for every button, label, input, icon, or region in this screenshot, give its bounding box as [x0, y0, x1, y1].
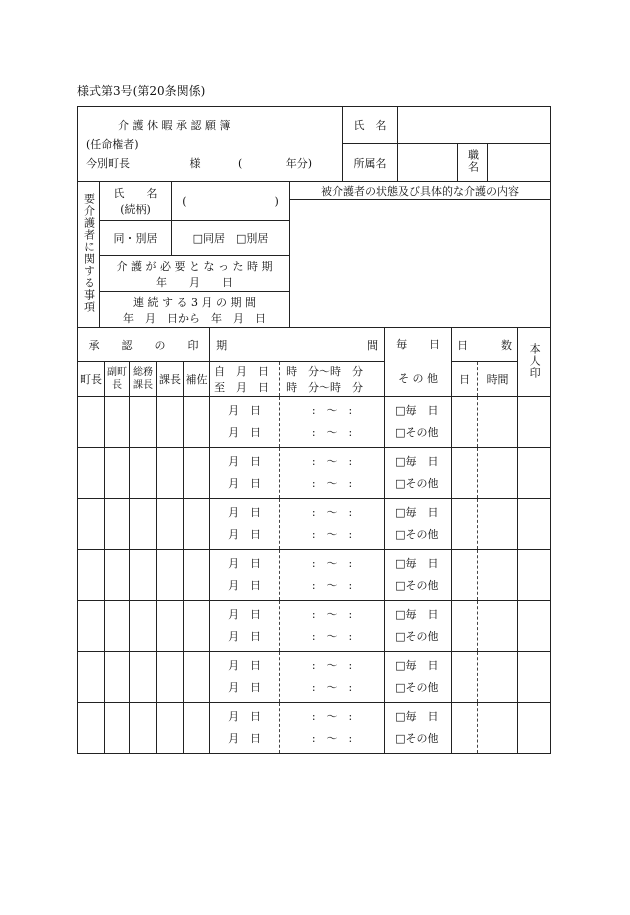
stamp-cell-general-affairs-chief[interactable]: [130, 448, 157, 499]
residence-options: □同居 □別居: [192, 232, 269, 245]
stamp-cell-general-affairs-chief[interactable]: [130, 601, 157, 652]
row-to-date: 月 日: [228, 528, 262, 541]
row-time-cell[interactable]: [280, 703, 385, 754]
stamp-cell-assistant[interactable]: [184, 499, 210, 550]
table-row: [78, 397, 551, 448]
row-other-checkbox[interactable]: □その他: [395, 732, 439, 745]
care-period-date: 年 月 日から 年 月 日: [123, 311, 266, 325]
row-from-date: 月 日: [228, 557, 262, 570]
recipient-relation-paren: ( ): [182, 195, 279, 208]
stamp-cell-mayor[interactable]: [78, 652, 105, 703]
care-need-time-date: 年 月 日: [156, 275, 233, 289]
day-column-header: [452, 362, 478, 397]
row-to-time: : 〜 :: [311, 426, 353, 439]
row-time-cell[interactable]: [280, 601, 385, 652]
row-to-date: 月 日: [228, 681, 262, 694]
recipient-name-label-cell: [100, 182, 172, 221]
table-row: [78, 601, 551, 652]
stamp-cell-vice-mayor[interactable]: [105, 499, 130, 550]
stamp-cell-general-affairs-chief[interactable]: [130, 703, 157, 754]
row-days-field[interactable]: [452, 448, 478, 499]
row-everyday-checkbox[interactable]: □毎 日: [395, 455, 439, 468]
table-row: [78, 652, 551, 703]
period-header: [210, 328, 385, 362]
care-side-label-cell: [78, 182, 100, 328]
care-period-cell[interactable]: [100, 292, 290, 328]
row-to-date: 月 日: [228, 426, 262, 439]
recipient-relation-label: (続柄): [120, 203, 151, 216]
approval-stamp-header: [78, 328, 210, 362]
stamper-general-affairs-chief: [130, 362, 157, 397]
stamp-cell-mayor[interactable]: [78, 397, 105, 448]
row-time-cell[interactable]: [280, 652, 385, 703]
row-to-time: : 〜 :: [311, 630, 353, 643]
approval-table: [77, 327, 551, 754]
other-label: そ の 他: [398, 372, 439, 385]
everyday-label: 毎 日: [396, 338, 441, 351]
stamp-cell-mayor[interactable]: [78, 703, 105, 754]
row-everyday-checkbox[interactable]: □毎 日: [395, 608, 439, 621]
row-date-cell[interactable]: [210, 499, 280, 550]
stamp-cell-mayor[interactable]: [78, 499, 105, 550]
condition-label-cell: [290, 182, 551, 200]
request-title-cell: [78, 107, 343, 182]
row-other-checkbox[interactable]: □その他: [395, 528, 439, 541]
row-days-field[interactable]: [452, 397, 478, 448]
stamper-assistant-label: 補佐: [185, 373, 208, 386]
row-date-cell[interactable]: [210, 652, 280, 703]
row-hours-field[interactable]: [478, 703, 518, 754]
days-count-header: [452, 328, 518, 362]
name-label-cell: [343, 107, 398, 144]
row-from-date: 月 日: [228, 455, 262, 468]
stamp-cell-section-chief[interactable]: [157, 652, 184, 703]
care-recipient-table: [77, 181, 551, 328]
row-everyday-checkbox[interactable]: □毎 日: [395, 710, 439, 723]
post-value-field[interactable]: [488, 144, 551, 182]
row-time-cell[interactable]: [280, 499, 385, 550]
from-time-label: 時 分〜時 分: [286, 365, 364, 378]
day-column-label: 日: [459, 373, 471, 386]
stamp-cell-section-chief[interactable]: [157, 397, 184, 448]
row-self-stamp-field[interactable]: [518, 703, 551, 754]
stamp-cell-general-affairs-chief[interactable]: [130, 397, 157, 448]
row-time-cell[interactable]: [280, 550, 385, 601]
stamp-cell-vice-mayor[interactable]: [105, 397, 130, 448]
row-everyday-checkbox[interactable]: □毎 日: [395, 659, 439, 672]
row-days-field[interactable]: [452, 703, 478, 754]
stamp-cell-vice-mayor[interactable]: [105, 601, 130, 652]
row-self-stamp-field[interactable]: [518, 652, 551, 703]
stamper-mayor: [78, 362, 105, 397]
table-row: [78, 499, 551, 550]
row-frequency-cell[interactable]: [385, 397, 452, 448]
row-hours-field[interactable]: [478, 601, 518, 652]
recipient-name-field[interactable]: [172, 182, 290, 221]
recipient-name-label: 氏 名: [113, 187, 158, 200]
period-end-label: 間: [367, 338, 379, 352]
care-period-label: 連 続 す る 3 月 の 期 間: [133, 295, 256, 309]
row-everyday-checkbox[interactable]: □毎 日: [395, 404, 439, 417]
row-to-time: : 〜 :: [311, 732, 353, 745]
row-frequency-cell[interactable]: [385, 448, 452, 499]
stamper-vice-mayor: [105, 362, 130, 397]
stamp-cell-assistant[interactable]: [184, 703, 210, 754]
stamper-section-chief-label: 課長: [159, 373, 181, 386]
stamp-cell-general-affairs-chief[interactable]: [130, 550, 157, 601]
sama-label: 様: [189, 156, 201, 170]
row-from-time: : 〜 :: [311, 557, 353, 570]
year-paren-open: (: [238, 156, 243, 170]
row-from-date: 月 日: [228, 710, 262, 723]
dept-label-cell: [343, 144, 398, 182]
row-from-time: : 〜 :: [311, 608, 353, 621]
row-days-field[interactable]: [452, 601, 478, 652]
row-hours-field[interactable]: [478, 448, 518, 499]
stamp-cell-section-chief[interactable]: [157, 550, 184, 601]
row-other-checkbox[interactable]: □その他: [395, 630, 439, 643]
row-to-date: 月 日: [228, 732, 262, 745]
row-to-time: : 〜 :: [311, 477, 353, 490]
period-label: 期: [216, 338, 228, 352]
residence-options-field[interactable]: [172, 221, 290, 256]
stamp-cell-section-chief[interactable]: [157, 448, 184, 499]
date-range-header: [210, 362, 280, 397]
stamp-cell-vice-mayor[interactable]: [105, 550, 130, 601]
everyday-header: [385, 328, 452, 397]
self-stamp-header: [518, 328, 551, 397]
mayor-label: 今別町長: [86, 156, 130, 170]
row-from-time: : 〜 :: [311, 710, 353, 723]
dept-value-field[interactable]: [398, 144, 458, 182]
stamper-mayor-label: 町長: [80, 373, 102, 386]
care-need-time-label: 介 護 が 必 要 と な っ た 時 期: [116, 259, 273, 273]
form-number-label: 様式第3号(第20条関係): [77, 84, 206, 98]
row-frequency-cell[interactable]: [385, 703, 452, 754]
care-need-time-cell[interactable]: [100, 256, 290, 292]
hours-column-header: [478, 362, 518, 397]
row-days-field[interactable]: [452, 550, 478, 601]
residence-label: 同・別居: [113, 232, 158, 245]
row-from-time: : 〜 :: [311, 455, 353, 468]
row-to-time: : 〜 :: [311, 528, 353, 541]
row-to-time: : 〜 :: [311, 681, 353, 694]
row-from-date: 月 日: [228, 506, 262, 519]
row-from-date: 月 日: [228, 404, 262, 417]
row-from-date: 月 日: [228, 608, 262, 621]
stamp-cell-mayor[interactable]: [78, 601, 105, 652]
row-other-checkbox[interactable]: □その他: [395, 477, 439, 490]
row-self-stamp-field[interactable]: [518, 550, 551, 601]
row-other-checkbox[interactable]: □その他: [395, 681, 439, 694]
row-date-cell[interactable]: [210, 550, 280, 601]
row-date-cell[interactable]: [210, 397, 280, 448]
name-value-field[interactable]: [398, 107, 551, 144]
row-time-cell[interactable]: [280, 448, 385, 499]
table-row: [78, 448, 551, 499]
year-part-label: 年分): [285, 156, 313, 170]
name-label: 氏 名: [353, 119, 387, 132]
days-count-label: 日 数: [457, 338, 513, 352]
stamp-cell-section-chief[interactable]: [157, 499, 184, 550]
row-self-stamp-field[interactable]: [518, 499, 551, 550]
row-time-cell[interactable]: [280, 397, 385, 448]
row-from-date: 月 日: [228, 659, 262, 672]
row-hours-field[interactable]: [478, 397, 518, 448]
post-label: 職名: [466, 149, 480, 173]
stamper-general-affairs-label: 総務課長: [133, 367, 153, 391]
row-from-time: : 〜 :: [311, 506, 353, 519]
stamp-cell-section-chief[interactable]: [157, 601, 184, 652]
row-date-cell[interactable]: [210, 601, 280, 652]
stamper-assistant: [184, 362, 210, 397]
row-frequency-cell[interactable]: [385, 550, 452, 601]
stamper-section-chief: [157, 362, 184, 397]
condition-content-field[interactable]: [290, 200, 551, 328]
from-date-label: 自 月 日: [214, 365, 270, 378]
row-other-checkbox[interactable]: □その他: [395, 426, 439, 439]
approval-stamp-label: 承 認 の 印: [88, 338, 199, 352]
row-date-cell[interactable]: [210, 703, 280, 754]
row-from-time: : 〜 :: [311, 404, 353, 417]
stamp-cell-general-affairs-chief[interactable]: [130, 499, 157, 550]
form-title: 介 護 休 暇 承 認 願 簿: [118, 118, 231, 132]
stamp-cell-general-affairs-chief[interactable]: [130, 652, 157, 703]
appointer-label: (任命権者): [86, 137, 139, 151]
row-days-field[interactable]: [452, 499, 478, 550]
dept-label: 所属名: [353, 156, 387, 170]
stamp-cell-assistant[interactable]: [184, 448, 210, 499]
row-hours-field[interactable]: [478, 652, 518, 703]
row-from-time: : 〜 :: [311, 659, 353, 672]
stamp-cell-vice-mayor[interactable]: [105, 703, 130, 754]
row-self-stamp-field[interactable]: [518, 397, 551, 448]
row-date-cell[interactable]: [210, 448, 280, 499]
row-to-date: 月 日: [228, 477, 262, 490]
condition-label: 被介護者の状態及び具体的な介護の内容: [321, 184, 519, 198]
row-hours-field[interactable]: [478, 499, 518, 550]
row-frequency-cell[interactable]: [385, 652, 452, 703]
row-to-time: : 〜 :: [311, 579, 353, 592]
time-range-header: [280, 362, 385, 397]
row-to-date: 月 日: [228, 630, 262, 643]
header-table: [77, 106, 551, 182]
stamp-cell-mayor[interactable]: [78, 550, 105, 601]
row-hours-field[interactable]: [478, 550, 518, 601]
row-other-checkbox[interactable]: □その他: [395, 579, 439, 592]
post-label-cell: [458, 144, 488, 182]
row-everyday-checkbox[interactable]: □毎 日: [395, 557, 439, 570]
table-row: [78, 703, 551, 754]
care-side-label: 要介護者に関する事項: [82, 193, 96, 313]
stamp-cell-assistant[interactable]: [184, 550, 210, 601]
residence-label-cell: [100, 221, 172, 256]
table-row: [78, 550, 551, 601]
stamp-cell-assistant[interactable]: [184, 652, 210, 703]
row-frequency-cell[interactable]: [385, 499, 452, 550]
stamp-cell-section-chief[interactable]: [157, 703, 184, 754]
to-time-label: 時 分〜時 分: [286, 381, 364, 394]
stamp-cell-mayor[interactable]: [78, 448, 105, 499]
row-everyday-checkbox[interactable]: □毎 日: [395, 506, 439, 519]
row-to-date: 月 日: [228, 579, 262, 592]
row-frequency-cell[interactable]: [385, 601, 452, 652]
hours-column-label: 時間: [486, 373, 509, 386]
self-stamp-label: 本人印: [528, 342, 542, 379]
stamp-cell-vice-mayor[interactable]: [105, 652, 130, 703]
stamp-cell-assistant[interactable]: [184, 601, 210, 652]
to-date-label: 至 月 日: [214, 381, 270, 394]
stamp-cell-vice-mayor[interactable]: [105, 448, 130, 499]
row-self-stamp-field[interactable]: [518, 601, 551, 652]
row-self-stamp-field[interactable]: [518, 448, 551, 499]
row-days-field[interactable]: [452, 652, 478, 703]
stamper-vice-mayor-label: 副町長: [107, 367, 127, 391]
stamp-cell-assistant[interactable]: [184, 397, 210, 448]
